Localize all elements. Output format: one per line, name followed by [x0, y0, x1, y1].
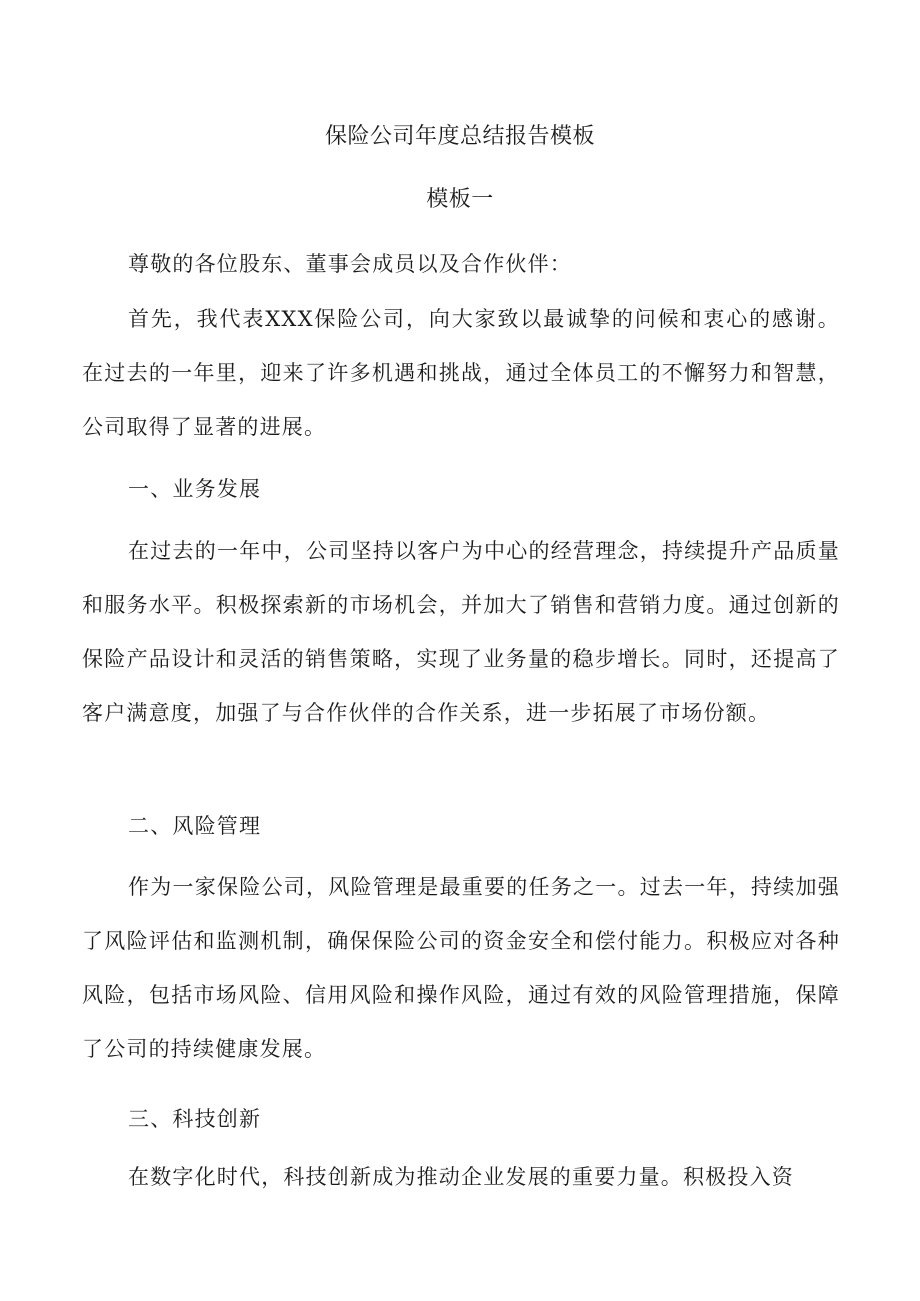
intro-paragraph: 首先，我代表XXX保险公司，向大家致以最诚挚的问候和衷心的感谢。在过去的一年里，迎来了许多机遇和挑战，通过全体员工的不懈努力和智慧，公司取得了显著的进展。: [82, 307, 840, 439]
section-body-business: 在过去的一年中，公司坚持以客户为中心的经营理念，持续提升产品质量和服务水平。积极探索新的市场机会，并加大了销售和营销力度。通过创新的保险产品设计和灵活的销售策略，实现了业务量的稳步增长。同时，还提高了客户满意度，加强了与合作伙伴的合作关系，进一步拓展了市场份额。: [82, 539, 840, 725]
section-body-tech: 在数字化时代，科技创新成为推动企业发展的重要力量。积极投入资: [128, 1165, 794, 1189]
section-body-risk: 作为一家保险公司，风险管理是最重要的任务之一。过去一年，持续加强了风险评估和监测机制，确保保险公司的资金安全和偿付能力。积极应对各种风险，包括市场风险、信用风险和操作风险，通过有效的风险管理措施，保障了公司的持续健康发展。: [82, 875, 840, 1061]
salutation: 尊敬的各位股东、董事会成员以及合作伙伴：: [128, 252, 572, 276]
document-title: 保险公司年度总结报告模板: [324, 124, 595, 149]
section-heading-risk: 二、风险管理: [128, 814, 262, 838]
section-heading-business: 一、业务发展: [128, 477, 262, 501]
document-subtitle: 模板一: [426, 187, 494, 212]
section-heading-tech: 三、科技创新: [128, 1107, 262, 1131]
